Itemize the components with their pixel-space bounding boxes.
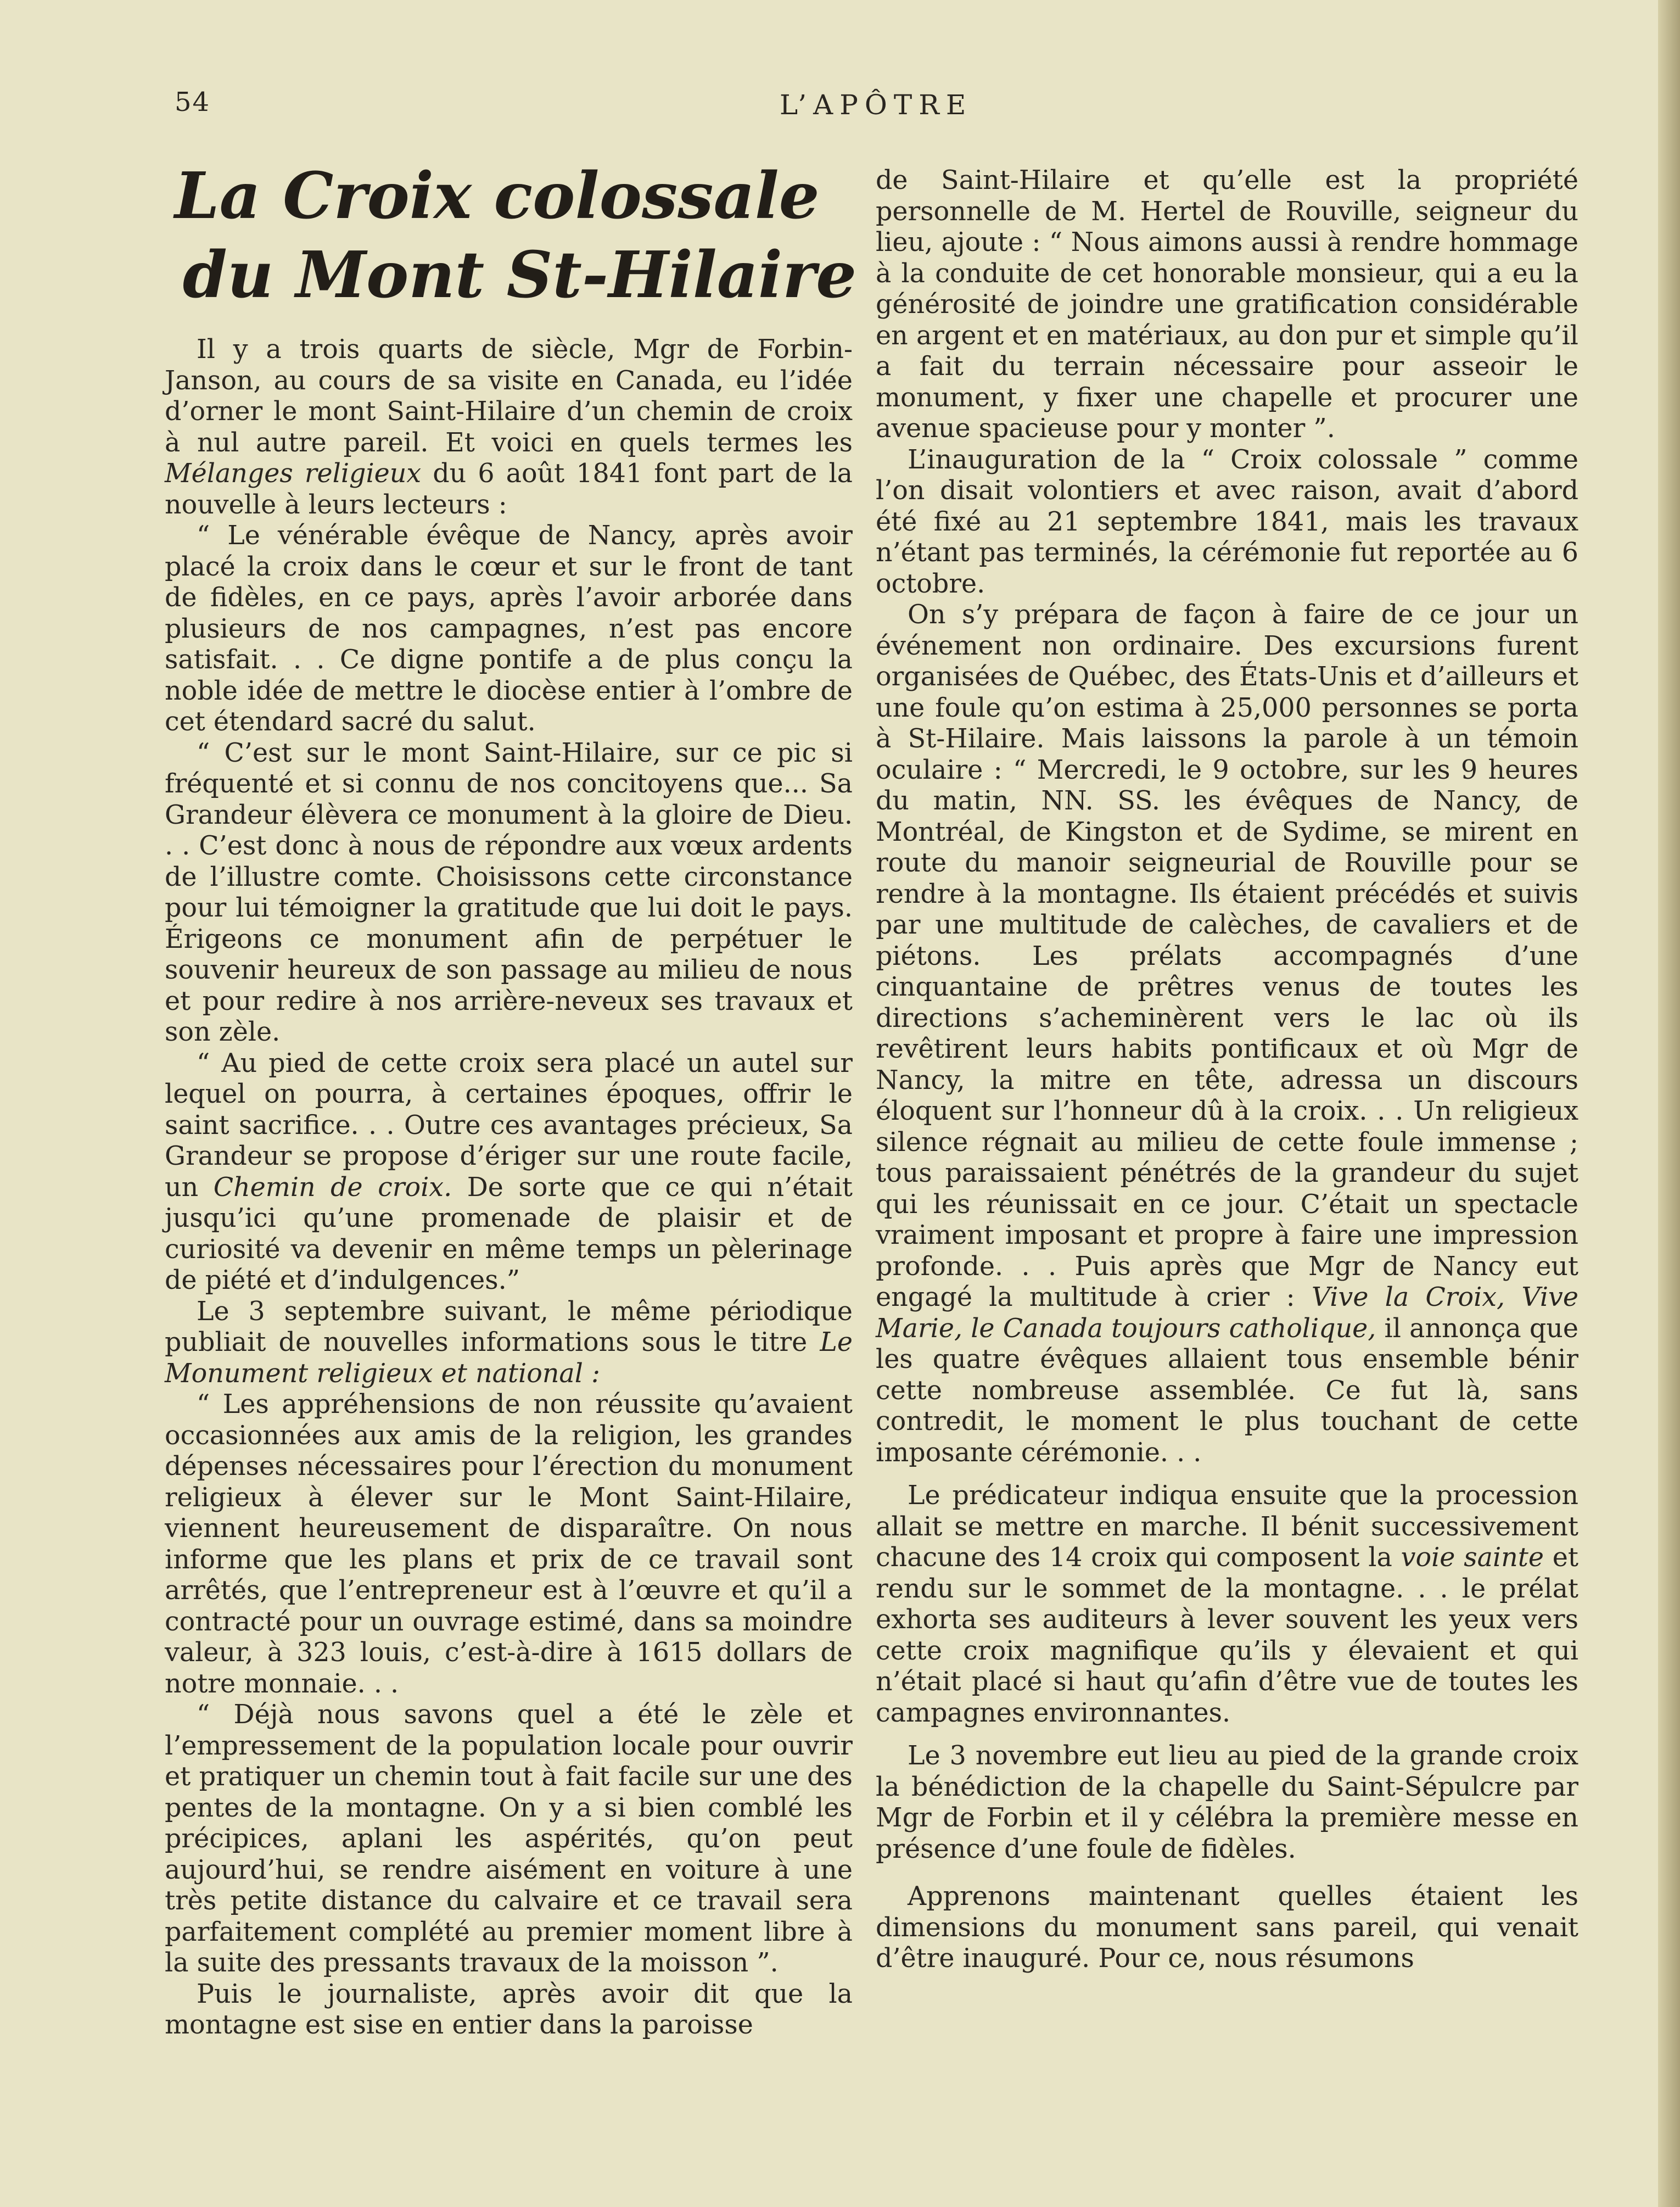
italic-title: Chemin de croix. <box>213 1172 452 1203</box>
text-run: De sorte que ce qui n’était jusqu’ici qu’une promenade de plaisir et de curiosité va devenir en même temps un pèlerinage de piété et d’indulgences.” <box>165 1172 853 1295</box>
text-run: il annonça que les quatre évêques allaient tous ensemble bénir cette nombreuse assemblée. Ce fut là, sans contredit, le moment le plus touchant de cette imposante cérémonie. . . <box>876 1313 1578 1468</box>
paragraph: Puis le journaliste, après avoir dit que la montagne est sise en entier dans la paroisse <box>165 1979 853 2040</box>
paragraph: de Saint-Hilaire et qu’elle est la propriété personnelle de M. Hertel de Rouville, seigneur du lieu, ajoute : “ Nous aimons aussi à rendre hommage à la conduite de cet honorable monsieur, qui a eu la générosité de joindre une gratification considérable en argent et en matériaux, au don pur et simple qu’il a fait du terrain nécessaire pour asseoir le monument, y fixer une chapelle et procurer une avenue spacieuse pour y monter ”. <box>876 165 1578 444</box>
text-run: Il y a trois quarts de siècle, Mgr de Forbin-Janson, au cours de sa visite en Canada, eu l’idée d’orner le mont Saint-Hilaire d’un chemin de croix à nul autre pareil. Et voici en quels termes les <box>165 334 853 458</box>
page-edge <box>1658 0 1680 2207</box>
italic-phrase: Vive la Croix, Vive Marie, le Canada toujours catholique, <box>876 1282 1578 1344</box>
paragraph <box>876 1480 1578 1729</box>
right-column <box>876 165 1578 1975</box>
text-run: Le prédicateur indiqua ensuite que la procession allait se mettre en marche. Il bénit successivement chacune des 14 croix qui composent la <box>876 1480 1578 1573</box>
article-title-line-2: du Mont St-Hilaire <box>182 238 856 312</box>
paragraph <box>876 600 1578 1468</box>
text-run: “ Au pied de cette croix sera placé un autel sur lequel on pourra, à certaines époques, offrir le saint sacrifice. . . Outre ces avantages précieux, Sa Grandeur se propose d’ériger sur une route facile, un <box>165 1048 853 1203</box>
article-title <box>175 157 867 315</box>
italic-title: Le Monument religieux et national : <box>165 1327 853 1389</box>
paragraph <box>165 1048 853 1297</box>
paragraph: “ Le vénérable évêque de Nancy, après avoir placé la croix dans le cœur et sur le front de tant de fidèles, en ce pays, après l’avoir arborée dans plusieurs de nos campagnes, n’est pas encore satisfait. . . Ce digne pontife a de plus conçu la noble idée de mettre le diocèse entier à l’ombre de cet étendard sacré du salut. <box>165 521 853 737</box>
paragraph: L’inauguration de la “ Croix colossale ” comme l’on disait volontiers et avec raison, avait d’abord été fixé au 21 septembre 1841, mais les travaux n’étant pas terminés, la cérémonie fut reportée au 6 octobre. <box>876 444 1578 599</box>
text-run: et rendu sur le sommet de la montagne. . . le prélat exhorta ses auditeurs à lever souvent les yeux vers cette croix magnifique qu’ils y élevaient et qui n’était placé si haut qu’afin d’être vue de toutes les campagnes environnantes. <box>876 1543 1578 1728</box>
paragraph: Apprenons maintenant quelles étaient les dimensions du monument sans pareil, qui venait d’être inauguré. Pour ce, nous résumons <box>876 1881 1578 1974</box>
page-number: 54 <box>175 87 211 118</box>
paragraph <box>165 1297 853 1390</box>
left-column <box>165 334 853 2041</box>
paragraph <box>165 334 853 521</box>
text-run: Le 3 septembre suivant, le même périodique publiait de nouvelles informations sous le titre <box>165 1296 853 1357</box>
italic-phrase: voie sainte <box>1401 1543 1544 1573</box>
italic-title: Mélanges religieux <box>165 459 422 489</box>
paragraph: “ C’est sur le mont Saint-Hilaire, sur ce pic si fréquenté et si connu de nos concitoyens que... Sa Grandeur élèvera ce monument à la gloire de Dieu. . . C’est donc à nous de répondre aux vœux ardents de l’illustre comte. Choisissons cette circonstance pour lui témoigner la gratitude que lui doit le pays. Érigeons ce monument afin de perpétuer le souvenir heureux de son passage au milieu de nous et pour redire à nos arrière-neveux ses travaux et son zèle. <box>165 737 853 1047</box>
paragraph: Le 3 novembre eut lieu au pied de la grande croix la bénédiction de la chapelle du Saint-Sépulcre par Mgr de Forbin et il y célébra la première messe en présence d’une foule de fidèles. <box>876 1741 1578 1864</box>
paragraph: “ Les appréhensions de non réussite qu’avaient occasionnées aux amis de la religion, les grandes dépenses nécessaires pour l’érection du monument religieux à élever sur le Mont Saint-Hilaire, viennent heureusement de disparaître. On nous informe que les plans et prix de ce travail sont arrêtés, que l’entrepreneur est à l’œuvre et qu’il a contracté pour un ouvrage estimé, dans sa moindre valeur, à 323 louis, c’est-à-dire à 1615 dollars de notre monnaie. . . <box>165 1389 853 1699</box>
text-run: On s’y prépara de façon à faire de ce jour un événement non ordinaire. Des excursions furent organisées de Québec, des États-Unis et d’ailleurs et une foule qu’on estima à 25,000 personnes se porta à St-Hilaire. Mais laissons la parole à un témoin oculaire : “ Mercredi, le 9 octobre, sur les 9 heures du matin, NN. SS. les évêques de Nancy, de Montréal, de Kingston et de Sydime, se mirent en route du manoir seigneurial de Rouville pour se rendre à la montagne. Ils étaient précédés et suivis par une multitude de calèches, de cavaliers et de piétons. Les prélats accompagnés d’une cinquantaine de prêtres venus de toutes les directions s’acheminèrent vers le lac où ils revêtirent leurs habits pontificaux et où Mgr de Nancy, la mitre en tête, adressa un discours éloquent sur l’honneur dû à la croix. . . Un religieux silence régnait au milieu de cette foule immense ; tous paraissaient pénétrés de la grandeur du sujet qui les réunissait en ce jour. C’était un spectacle vraiment imposant et propre à faire une impression profonde. . . Puis après que Mgr de Nancy eut engagé la multitude à crier : <box>876 600 1578 1312</box>
paragraph: “ Déjà nous savons quel a été le zèle et l’empressement de la population locale pour ouvrir et pratiquer un chemin tout à fait facile sur une des pentes de la montagne. On y a si bien comblé les précipices, aplani les aspérités, qu’on peut aujourd’hui, se rendre aisément en voiture à une très petite distance du calvaire et ce travail sera parfaitement complété au premier moment libre à la suite des pressants travaux de la moisson ”. <box>165 1700 853 1978</box>
text-run: du 6 août 1841 font part de la nouvelle à leurs lecteurs : <box>165 459 853 520</box>
article-title-line-1: La Croix colossale <box>175 159 820 233</box>
journal-title: L’APÔTRE <box>780 89 973 121</box>
